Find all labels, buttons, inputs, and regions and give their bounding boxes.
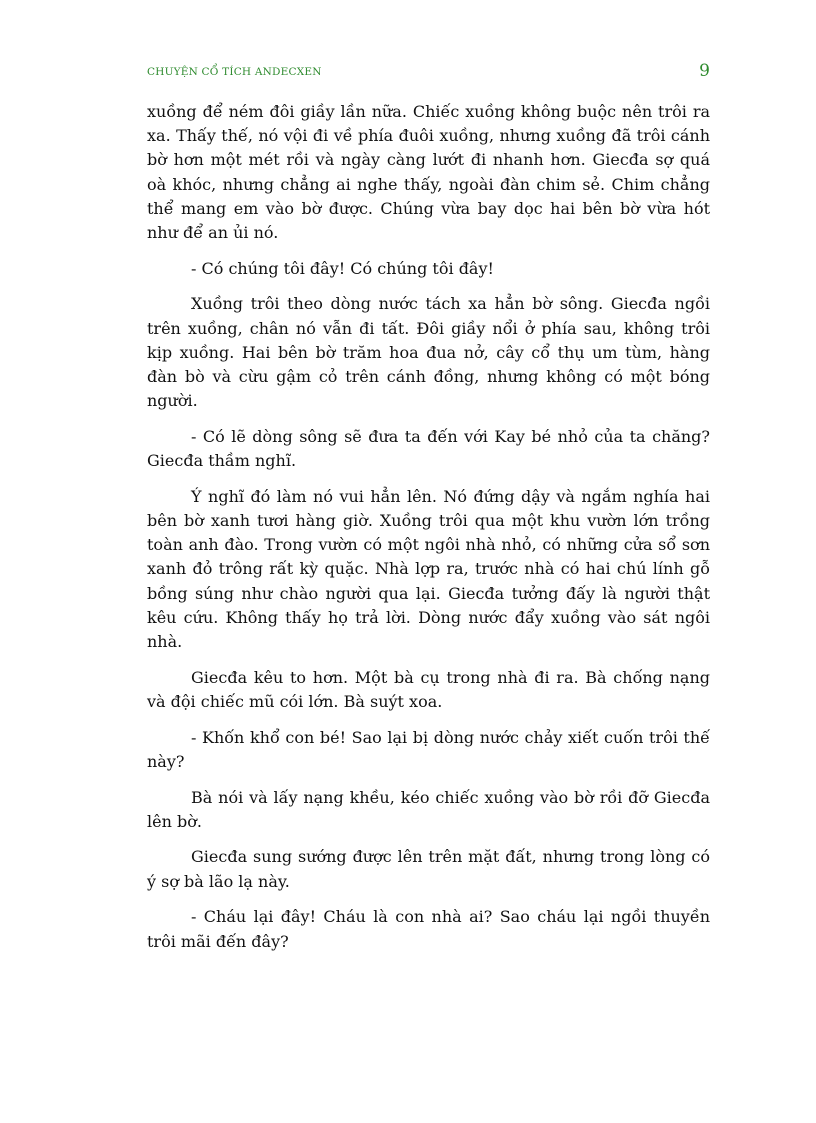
paragraph: Bà nói và lấy nạng khều, kéo chiếc xuồng vào bờ rồi đỡ Giecđa lên bờ. bbox=[147, 787, 710, 831]
paragraph-continued: xuồng để ném đôi giầy lần nữa. Chiếc xuồng không buộc nên trôi ra xa. Thấy thế, nó vội đi về phía đuôi xuồng, nhưng xuồng đã trôi cánh bờ hơn một mét rồi và ngày càng lướt đi nhanh hơn. Giecđa sợ quá oà khóc, nhưng chẳng ai nghe thấy, ngoài đàn chim sẻ. Chim chẳng thể mang em vào bờ được. Chúng vừa bay dọc hai bên bờ vừa hót như để an ủi nó. bbox=[147, 102, 710, 243]
dialogue-line: - Có lẽ dòng sông sẽ đưa ta đến với Kay bé nhỏ của ta chăng? Giecđa thầm nghĩ. bbox=[147, 426, 710, 471]
dialogue-line: - Khốn khổ con bé! Sao lại bị dòng nước chảy xiết cuốn trôi thế này? bbox=[147, 727, 710, 771]
running-header bbox=[147, 63, 710, 85]
book-title: CHUYỆN CỔ TÍCH ANDECXEN bbox=[147, 66, 322, 78]
paragraph: Giecđa sung sướng được lên trên mặt đất, nhưng trong lòng có ý sợ bà lão lạ này. bbox=[147, 847, 710, 891]
paragraph: Xuồng trôi theo dòng nước tách xa hẳn bờ sông. Giecđa ngồi trên xuồng, chân nó vẫn đi tất. Đôi giầy nổi ở phía sau, không trôi kịp xuồng. Hai bên bờ trăm hoa đua nở, cây cổ thụ um tùm, hàng đàn bò và cừu gậm cỏ trên cánh đồng, nhưng không có một bóng người. bbox=[147, 294, 710, 411]
dialogue-line: - Có chúng tôi đây! Có chúng tôi đây! bbox=[191, 258, 494, 278]
page-number: 9 bbox=[699, 61, 710, 81]
page-body bbox=[147, 100, 710, 954]
dialogue-line: - Cháu lại đây! Cháu là con nhà ai? Sao cháu lại ngồi thuyền trôi mãi đến đây? bbox=[147, 907, 710, 951]
paragraph: Giecđa kêu to hơn. Một bà cụ trong nhà đi ra. Bà chống nạng và đội chiếc mũ cói lớn. Bà suýt xoa. bbox=[147, 667, 710, 711]
paragraph: Ý nghĩ đó làm nó vui hẳn lên. Nó đứng dậy và ngắm nghía hai bên bờ xanh tươi hàng giờ. Xuồng trôi qua một khu vườn lớn trồng toàn anh đào. Trong vườn có một ngôi nhà nhỏ, có những cửa sổ sơn xanh đỏ trông rất kỳ quặc. Nhà lợp ra, trước nhà có hai chú lính gỗ bồng súng như chào người qua lại. Giecđa tưởng đấy là người thật kêu cứu. Không thấy họ trả lời. Dòng nước đẩy xuồng vào sát ngôi nhà. bbox=[147, 486, 710, 652]
